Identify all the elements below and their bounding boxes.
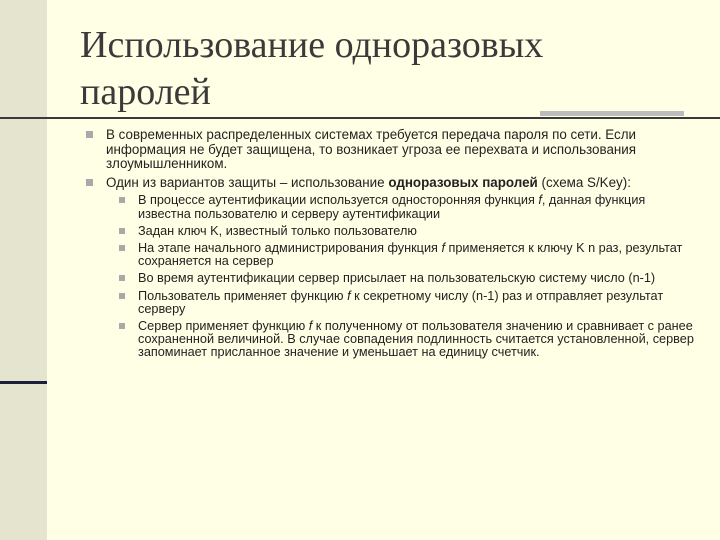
square-bullet-icon bbox=[119, 245, 125, 251]
slide-content bbox=[86, 128, 696, 364]
title-gray-rule bbox=[540, 111, 684, 116]
square-bullet-icon bbox=[119, 197, 125, 203]
sub-text: к секретному числу (n-1) раз и отправляет результат серверу bbox=[138, 288, 664, 316]
bullet-text-part: Один из вариантов защиты – использование bbox=[106, 174, 389, 190]
bullet-text-part: (схема S/Key): bbox=[537, 174, 631, 190]
sub-text: На этапе начального администрирования функция bbox=[138, 240, 442, 255]
sub-bullet-list bbox=[119, 194, 696, 359]
sub-text: , данная функция известна пользователю и серверу аутентификации bbox=[138, 193, 646, 221]
sub-text: Во время аутентификации сервер присылает на пользовательскую систему число (n-1) bbox=[138, 271, 656, 286]
function-name: f bbox=[347, 288, 351, 303]
left-accent-line bbox=[0, 381, 47, 384]
slide-title: Использование одноразовых паролей bbox=[80, 24, 544, 113]
sub-bullet-item bbox=[119, 194, 696, 220]
square-bullet-icon bbox=[119, 293, 125, 299]
sub-text: Сервер применяет функцию bbox=[138, 319, 309, 333]
title-underline bbox=[0, 117, 720, 119]
square-bullet-icon bbox=[119, 323, 125, 329]
function-name: f bbox=[308, 319, 313, 333]
sub-text: Задан ключ K, известный только пользователю bbox=[138, 223, 417, 238]
bullet-item bbox=[86, 176, 696, 191]
sub-bullet-item bbox=[119, 320, 696, 360]
square-bullet-icon bbox=[119, 228, 125, 234]
function-name: f bbox=[538, 193, 542, 208]
left-decorative-bar bbox=[0, 0, 47, 540]
square-bullet-icon bbox=[86, 179, 93, 186]
sub-text: Пользователь применяет функцию bbox=[138, 288, 348, 303]
sub-bullet-item bbox=[119, 225, 696, 238]
square-bullet-icon bbox=[119, 275, 125, 281]
bullet-item bbox=[86, 128, 696, 172]
sub-bullet-item bbox=[119, 242, 696, 268]
bullet-bold-term: одноразовых паролей bbox=[388, 174, 538, 190]
bullet-text: В современных распределенных системах требуется передача пароля по сети. Если информация не будет защищена, то возникает угроза ее перехвата и использования злоумышленником. bbox=[106, 127, 637, 172]
sub-text: В процессе аутентификации используется односторонняя функция bbox=[138, 193, 539, 208]
function-name: f bbox=[441, 240, 445, 255]
sub-text: применяется к ключу K n раз, результат сохраняется на сервер bbox=[138, 240, 683, 269]
sub-bullet-item bbox=[119, 272, 696, 285]
square-bullet-icon bbox=[86, 131, 93, 138]
sub-bullet-item bbox=[119, 290, 696, 316]
sub-text: к полученному от пользователя значению и сравнивает с ранее сохраненной величиной. В случае совпадения подлинность считается установленной, сервер запоминает присланное значение и уменьшает на единицу счетчик. bbox=[138, 319, 694, 360]
